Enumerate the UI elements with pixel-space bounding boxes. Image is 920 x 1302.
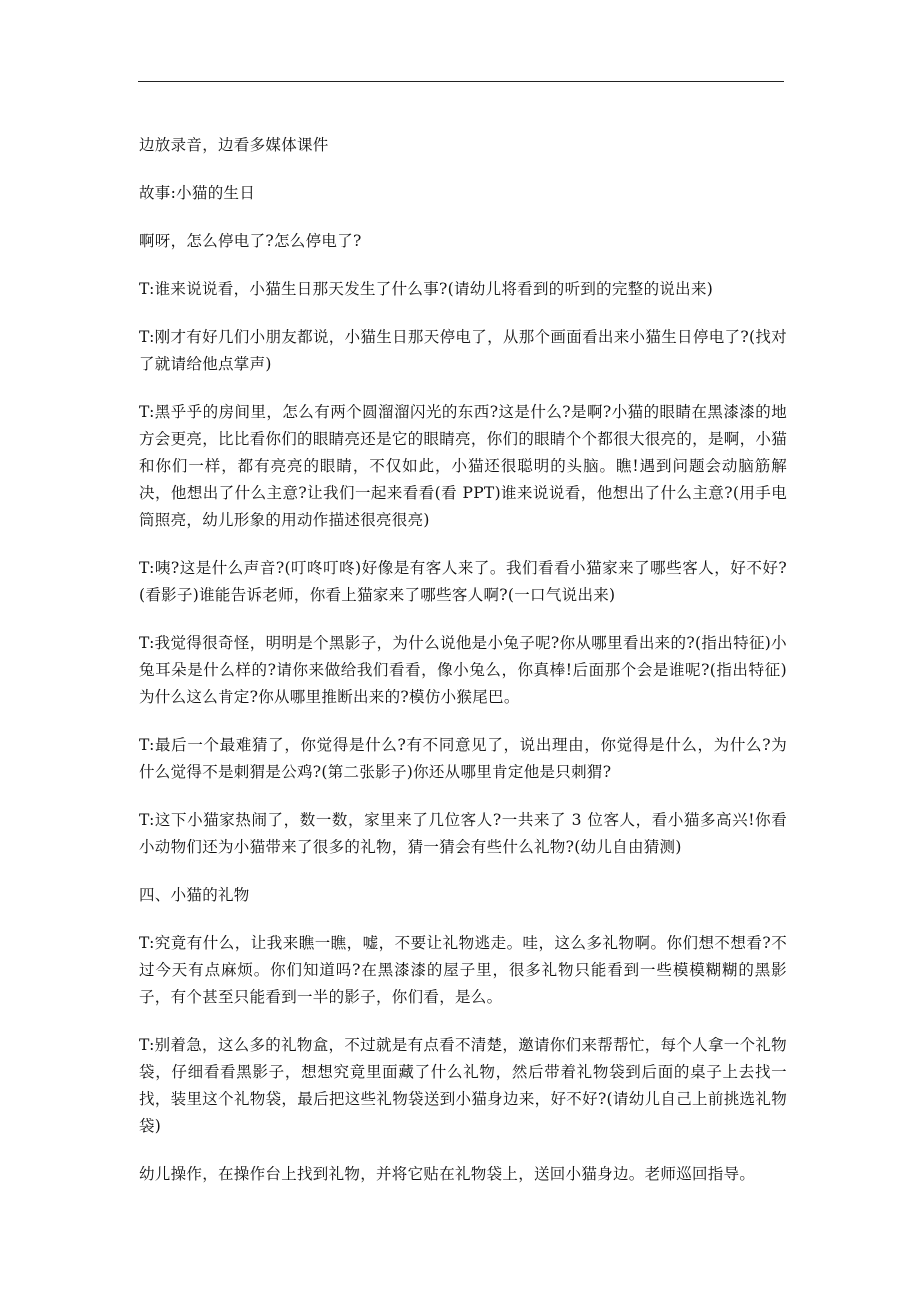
paragraph: 幼儿操作，在操作台上找到礼物，并将它贴在礼物袋上，送回小猫身边。老师巡回指导。 (139, 1165, 756, 1183)
paragraph: T:别着急，这么多的礼物盒，不过就是有点看不清楚，邀请你们来帮帮忙，每个人拿一个礼物袋，仔细看看黑影子，想想究竟里面藏了什么礼物，然后带着礼物袋到后面的桌子上去找一找，装里这个礼物袋，最后把这些礼物袋送到小猫身边来，好不好?(请幼儿自己上前挑选礼物袋) (139, 1036, 787, 1135)
paragraph: T:刚才有好几们小朋友都说，小猫生日那天停电了，从那个画面看出来小猫生日停电了?(找对了就请给他点掌声) (139, 328, 787, 373)
paragraph: T:最后一个最难猜了，你觉得是什么?有不同意见了，说出理由，你觉得是什么，为什么?为什么觉得不是刺猬是公鸡?(第二张影子)你还从哪里肯定他是只刺猬? (139, 736, 787, 781)
section-heading: 四、小猫的礼物 (139, 886, 250, 904)
document-body (139, 132, 787, 1209)
paragraph: T:黑乎乎的房间里，怎么有两个圆溜溜闪光的东西?这是什么?是啊?小猫的眼睛在黑漆漆的地方会更亮，比比看你们的眼睛亮还是它的眼睛亮，你们的眼睛个个都很大很亮的，是啊，小猫和你们一样，都有亮亮的眼睛，不仅如此，小猫还很聪明的头脑。瞧!遇到问题会动脑筋解决，他想出了什么主意?让我们一起来看看(看 PPT)谁来说说看，他想出了什么主意?(用手电筒照亮，幼儿形象的用动作描述很亮很亮) (139, 403, 787, 529)
paragraph-story-title: 故事:小猫的生日 (139, 184, 256, 202)
paragraph: 啊呀，怎么停电了?怎么停电了? (139, 232, 362, 250)
paragraph: T:我觉得很奇怪，明明是个黑影子，为什么说他是小兔子呢?你从哪里看出来的?(指出特征)小兔耳朵是什么样的?请你来做给我们看看，像小兔么，你真棒!后面那个会是谁呢?(指出特征)为什么这么肯定?你从哪里推断出来的?模仿小猴尾巴。 (139, 634, 787, 706)
paragraph: T:谁来说说看，小猫生日那天发生了什么事?(请幼儿将看到的听到的完整的说出来) (139, 280, 714, 298)
paragraph-intro: 边放录音，边看多媒体课件 (139, 136, 329, 154)
paragraph: T:究竟有什么，让我来瞧一瞧，嘘，不要让礼物逃走。哇，这么多礼物啊。你们想不想看?不过今天有点麻烦。你们知道吗?在黑漆漆的屋子里，很多礼物只能看到一些模模糊糊的黑影子，有个甚至只能看到一半的影子，你们看，是么。 (139, 934, 787, 1006)
header-rule (138, 81, 784, 82)
paragraph: T:这下小猫家热闹了，数一数，家里来了几位客人?一共来了 3 位客人，看小猫多高兴!你看小动物们还为小猫带来了很多的礼物，猜一猜会有些什么礼物?(幼儿自由猜测) (139, 811, 787, 856)
paragraph: T:咦?这是什么声音?(叮咚叮咚)好像是有客人来了。我们看看小猫家来了哪些客人，好不好?(看影子)谁能告诉老师，你看上猫家来了哪些客人啊?(一口气说出来) (139, 559, 787, 604)
